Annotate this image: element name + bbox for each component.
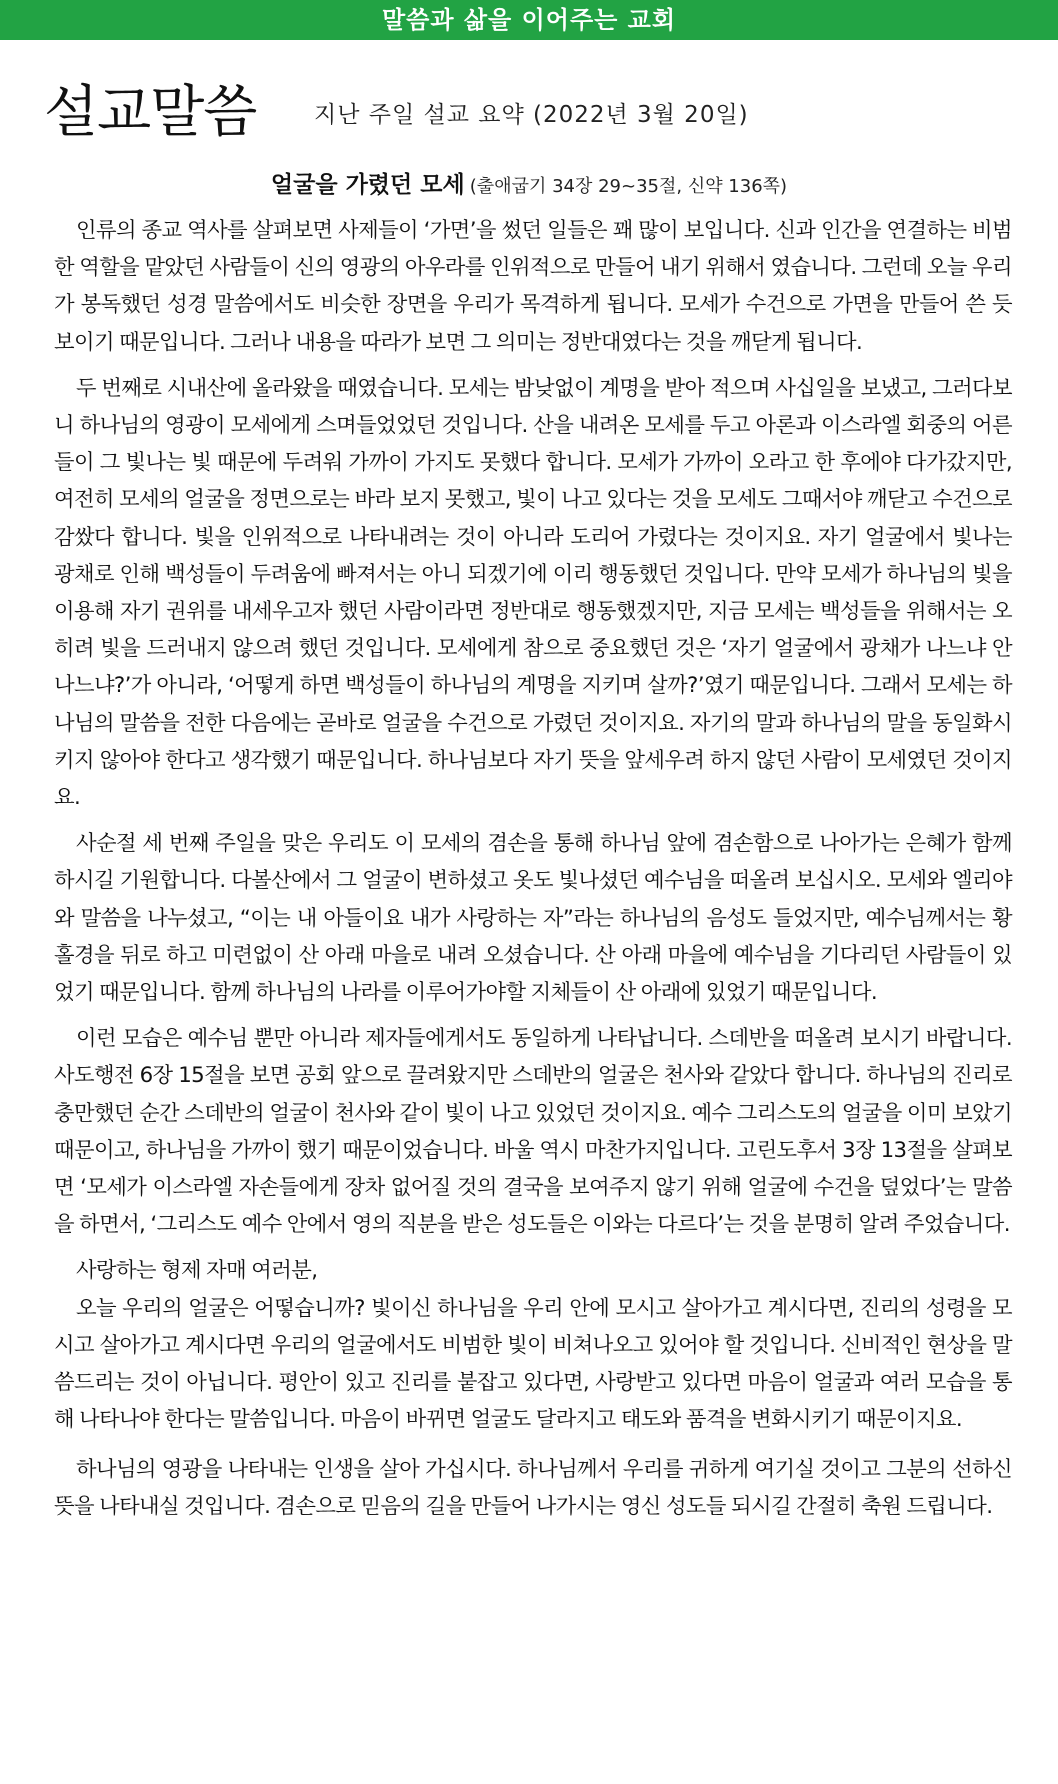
paragraph-5: 오늘 우리의 얼굴은 어떻습니까? 빛이신 하나님을 우리 안에 모시고 살아가고 계시다면, 진리의 성령을 모시고 살아가고 계시다면 우리의 얼굴에서도 비범한 빛이 비쳐나오고 있어야 할 것입니다. 신비적인 현상을 말씀드리는 것이 아닙니다. 평안이 있고 진리를 붙잡고 있다면, 사랑받고 있다면 마음이 얼굴과 여러 모습을 통해 나타나야 한다는 말씀입니다. 마음이 바뀌면 얼굴도 달라지고 태도와 품격을 변화시키기 때문이지요. [54, 1295, 1012, 1433]
page-title: 설교말씀 [44, 80, 257, 145]
paragraph-3: 사순절 세 번째 주일을 맞은 우리도 이 모세의 겸손을 통해 하나님 앞에 겸손함으로 나아가는 은혜가 함께 하시길 기원합니다. 다볼산에서 그 얼굴이 변하셨고 옷도 빛나셨던 예수님을 떠올려 보십시오. 모세와 엘리야와 말씀을 나누셨고, “이는 내 아들이요 내가 사랑하는 자”라는 하나님의 음성도 들었지만, 예수님께서는 황홀경을 뒤로 하고 미련없이 산 아래 마을로 내려 오셨습니다. 산 아래 마을에 예수님을 기다리던 사람들이 있었기 때문입니다. 함께 하나님의 나라를 이루어가야할 지체들이 산 아래에 있었기 때문입니다. [54, 831, 1013, 1006]
church-banner: 말씀과 삶을 이어주는 교회 [0, 0, 1058, 40]
closing-paragraph: 하나님의 영광을 나타내는 인생을 살아 가십시다. 하나님께서 우리를 귀하게 여기실 것이고 그분의 선하신 뜻을 나타내실 것입니다. 겸손으로 믿음의 길을 만들어 나가시는 영신 성도들 되시길 간절히 축원 드립니다. [54, 1456, 1012, 1519]
page-header [44, 78, 1024, 158]
paragraph-1: 인류의 종교 역사를 살펴보면 사제들이 ‘가면’을 썼던 일들은 꽤 많이 보입니다. 신과 인간을 연결하는 비범한 역할을 맡았던 사람들이 신의 영광의 아우라를 인위적으로 만들어 내기 위해서 였습니다. 그런데 오늘 우리가 봉독했던 성경 말씀에서도 비슷한 장면을 우리가 목격하게 됩니다. 모세가 수건으로 가면을 만들어 쓴 듯 보이기 때문입니다. 그러나 내용을 따라가 보면 그 의미는 정반대였다는 것을 깨닫게 됩니다. [54, 218, 1012, 355]
paragraph-2: 두 번째로 시내산에 올라왔을 때였습니다. 모세는 밤낮없이 계명을 받아 적으며 사십일을 보냈고, 그러다보니 하나님의 영광이 모세에게 스며들었었던 것입니다. 산을 내려온 모세를 두고 아론과 이스라엘 회중의 어른들이 그 빛나는 빛 때문에 두려워 가까이 가지도 못했다 합니다. 모세가 가까이 오라고 한 후에야 다가갔지만, 여전히 모세의 얼굴을 정면으로는 바라 보지 못했고, 빛이 나고 있다는 것을 모세도 그때서야 깨닫고 수건으로 감쌌다 합니다. 빛을 인위적으로 나타내려는 것이 아니라 도리어 가렸다는 것이지요. 자기 얼굴에서 빛나는 광채로 인해 백성들이 두려움에 빠져서는 아니 되겠기에 이리 행동했던 것입니다. 만약 모세가 하나님의 빛을 이용해 자기 권위를 내세우고자 했던 사람이라면 정반대로 행동했겠지만, 지금 모세는 백성들을 위해서는 오히려 빛을 드러내지 않으려 했던 것입니다. 모세에게 참으로 중요했던 것은 ‘자기 얼굴에서 광채가 나느냐 안나느냐?’가 아니라, ‘어떻게 하면 백성들이 하나님의 계명을 지키며 살까?’였기 때문입니다. 그래서 모세는 하나님의 말씀을 전한 다음에는 곧바로 얼굴을 수건으로 가렸던 것이지요. 자기의 말과 하나님의 말을 동일화시키지 않아야 한다고 생각했기 때문입니다. 하나님보다 자기 뜻을 앞세우려 하지 않던 사람이 모세였던 것이지요. [54, 375, 1012, 811]
paragraph-4: 이런 모습은 예수님 뿐만 아니라 제자들에게서도 동일하게 나타납니다. 스데반을 떠올려 보시기 바랍니다. 사도행전 6장 15절을 보면 공회 앞으로 끌려왔지만 스데반의 얼굴은 천사와 같았다 합니다. 하나님의 진리로 충만했던 순간 스데반의 얼굴이 천사와 같이 빛이 나고 있었던 것이지요. 예수 그리스도의 얼굴을 이미 보았기 때문이고, 하나님을 가까이 했기 때문이었습니다. 바울 역시 마찬가지입니다. 고린도후서 3장 13절을 살펴보면 ‘모세가 이스라엘 자손들에게 장차 없어질 것의 결국을 보여주지 않기 위해 얼굴에 수건을 덮었다’는 말씀을 하면서, ‘그리스도 예수 안에서 영의 직분을 받은 성도들은 이와는 다르다’는 것을 분명히 알려 주었습니다. [54, 1026, 1012, 1238]
greeting-line: 사랑하는 형제 자매 여러분, [76, 1258, 318, 1284]
sermon-date-subtitle: 지난 주일 설교 요약 (2022년 3월 20일) [314, 102, 749, 128]
sermon-heading [0, 168, 1058, 204]
scripture-reference: (출애굽기 34장 29~35절, 신약 136쪽) [469, 176, 788, 197]
sermon-title: 얼굴을 가렸던 모세 [270, 172, 465, 198]
sermon-body [54, 212, 1012, 1525]
